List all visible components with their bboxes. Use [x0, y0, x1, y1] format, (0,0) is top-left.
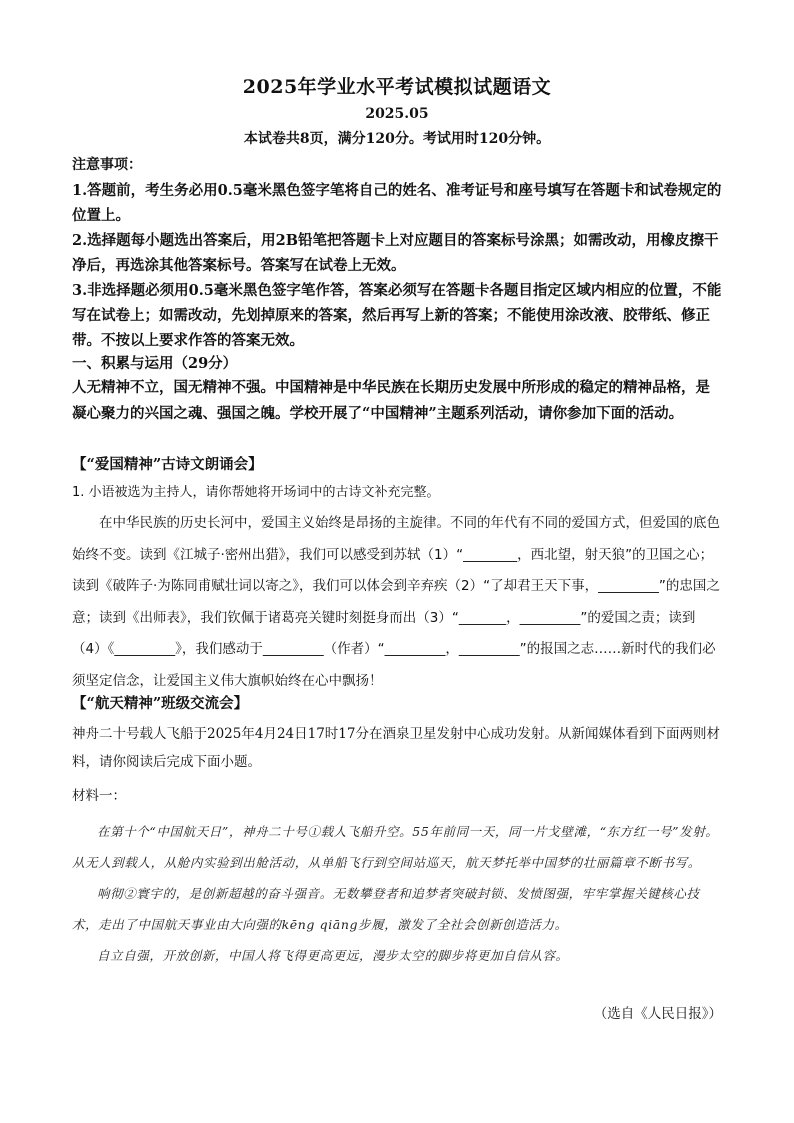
notice-heading: 注意事项： [72, 157, 142, 173]
exam-meta: 本试卷共8页，满分120分。考试用时120分钟。 [243, 131, 551, 147]
question-1: 1. 小语被选为主持人，请你帮她将开场词中的古诗文补充完整。 [72, 485, 440, 500]
section-intro: 人无精神不立，国无精神不强。中国精神是中华民族在长期历史发展中所形成的稳定的精神品格，是凝心聚力的兴国之魂、强国之魄。学校开展了“中国精神”主题系列活动，请你参加下面的活动。 [72, 379, 710, 422]
notice-item: 1.答题前，考生务必用0.5毫米黑色签字笔将自己的姓名、准考证号和座号填写在答题卡和试卷规定的位置上。 [72, 182, 722, 224]
material-label: 材料一： [72, 788, 126, 804]
news-intro: 神舟二十号载人飞船于2025年4月24日17时17分在酒泉卫星发射中心成功发射。从新闻媒体看到下面两则材料，请你阅读后完成下面小题。 [72, 726, 720, 770]
activity-heading: 【“爱国精神”古诗文朗诵会】 [72, 456, 263, 473]
section-heading: 一、积累与运用（29分） [72, 355, 238, 372]
passage-paragraph: 在中华民族的历史长河中，爱国主义始终是昂扬的主旋律。不同的年代有不同的爱国方式，但爱国的底色始终不变。读到《江城子·密州出猎》，我们可以感受到苏轼（1）“________，西北望，射天狼”的卫国之心；读到《破阵子·为陈同甫赋壮词以寄之》，我们可以体会到辛弃疾（2）“了却君王天下事，_________”的忠国之意；读到《出师表》，我们钦佩于诸葛亮关键时刻挺身而出（3）“_______，_________”的爱国之责；读到（4）《_________》，我们感动于_________（作者）“_________，_________”的报国之志……新时代的我们必须坚定信念，让爱国主义伟大旗帜始终在心中飘扬！ [72, 515, 720, 689]
notice-list [72, 178, 722, 353]
material-paragraph: 在第十个“中国航天日”，神舟二十号①载人飞船升空。55年前同一天，同一片戈壁滩，“东方红一号”发射。从无人到载人，从舱内实验到出舱活动，从单船飞行到空间站巡天，航天梦托举中国梦的壮丽篇章不断书写。 [72, 824, 719, 870]
opening-passage [72, 508, 722, 697]
material-text [72, 816, 722, 971]
material-paragraph: 自立自强，开放创新，中国人将飞得更高更远，漫步太空的脚步将更加自信从容。 [97, 948, 569, 963]
notice-item: 2.选择题每小题选出答案后，用2B铅笔把答题卡上对应题目的答案标号涂黑；如需改动，用橡皮擦干净后，再选涂其他答案标号。答案写在试卷上无效。 [72, 232, 719, 274]
material-paragraph: 响彻②寰宇的，是创新超越的奋斗强音。无数攀登者和追梦者突破封锁、发愤图强，牢牢掌握关键核心技术，走出了中国航天事业由大向强的kēng qiāng步履，激发了全社会创新创造活力。 [72, 886, 700, 932]
notice-item: 3.非选择题必须用0.5毫米黑色签字笔作答，答案必须写在答题卡各题目指定区域内相应的位置，不能写在试卷上；如需改动，先划掉原来的答案，然后再写上新的答案；不能使用涂改液、胶带纸、修正带。不按以上要求作答的答案无效。 [72, 282, 722, 349]
activity-heading: 【“航天精神”班级交流会】 [72, 695, 249, 712]
material-source: （选自《人民日报》） [593, 1006, 722, 1022]
exam-date: 2025.05 [365, 106, 429, 122]
exam-title: 2025年学业水平考试模拟试题语文 [242, 76, 552, 98]
